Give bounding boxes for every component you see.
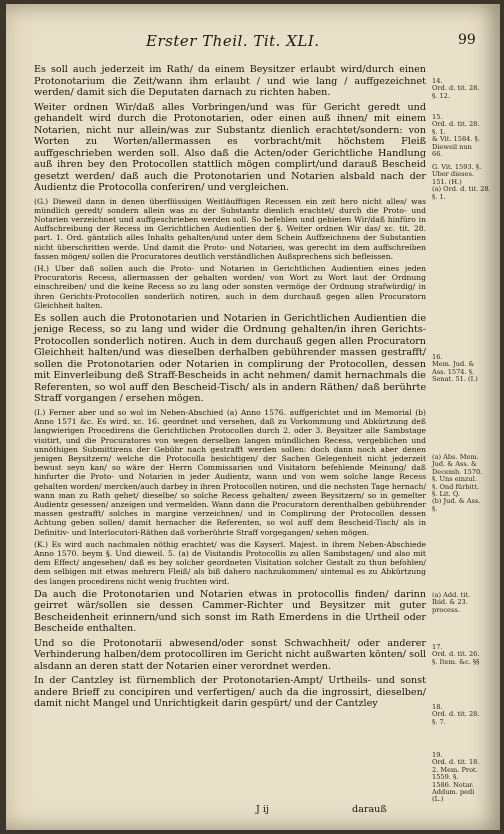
note-paragraph-k: (K.) Es wird auch nachmalen nöthig erachtet/ was die Kayserl. Majest. in ihrem Neben-Abschiede Anno 1570. beym §. Und dieweil. 5. (a) de Visitandis Protocollis zu allen Sambstagen/ und also mit dem Effect/ angesehen/ daß es bey solcher geordneten Visitation solcher Gestalt zu thun befohlen/ dem selbigen mit etwas mehrern Fleiß/ als biß dahero nachzukommen/ sintemal es zu Abkürtzung des langen procedirens nicht wenig fruchten wird.	[34, 539, 426, 586]
paragraph-2: Weiter ordnen Wir/daß alles Vorbringen/und was für Gericht geredt und gehandelt wird durch die Protonotarien, oder einen auß ihnen/ mit einem Notarien, nicht nur allein/was zur Substantz dienlich erachtet/sondern: von Worten zu Worten/allermassen es vorbracht/mit höchstem Fleiß auffgeschrieben werden soll. Also daß die Acten/oder Gerichtliche Handlung auß ihren bey den Protocollen stattlich mögen complirt/und darauß Bescheid gesetzt werden/ daß auch die Protonotarien und Notarien alsbald nach der Audientz die Protocolla conferiren/ und vergleichen.	[34, 101, 426, 193]
margin-note: 19. Ord. d. tit. 18. 2. Mem. Prot. 1559. §. 1586. Notar. Addum. pedi (L.)	[432, 751, 480, 804]
note-paragraph-g: (G.) Dieweil dann in denen überflüssigen Weitläufftigen Recessen ein zeit hero nicht alles/ was mündlich geredt/ sondern allein was zu der Substantz dienlich erachtet/ durch die Proto- und Notarien verzeichnet und auffgeschrieben werden soll. So befehlen und gebieten Wir/daß hinfüro in Auffschreibung der Recess im Gerichtlichen Audientien der §. Weiter ordnen Wir das/ xc. tit. 28. part. 1. Ord. gäntzlich alles Inhalts gehalten/und unter dem Schein Auffzeichnens der Substantien nicht überschritten werde. Und damit die Proto- und Notarien, was gerecht im dem auffschreiben fassen mögen/ sollen die Procuratores deutlich verständlichen Außsprechens sich befleissen.	[34, 196, 426, 261]
main-text-column	[34, 64, 426, 824]
page-header	[6, 32, 500, 52]
note-paragraph-h: (H.) Uber daß sollen auch die Proto- und Notarien in Gerichtlichen Audientien eines jeden Procuratoris Recess, allermassen der gehalten worden/ von Wort zu Wort laut der Ordnung einschreiben/ und die keine Recess so zu lang oder sonsten vermöge der Ordnung strafwürdig/ in ihren Gerichts-Protocollen sonderlich notiren, auch in dem durchauß gegen allen Procuratorn Gleichheit halten.	[34, 263, 426, 310]
paragraph-3: Es sollen auch die Protonotarien und Notarien in Gerichtlichen Audientien die jenige Recess, so zu lang und wider die Ordnung gehalten/in ihren Gerichts-Protocollen sonderlich notiren. Auch in dem durchauß gegen allen Procuratorn Gleichheit halten/und was dieselben derhalben gebührender massen gestrafft/ sollen die Protonotarien oder Notarien in complirung der Protocollen, dessen mit Einverleibung deß Straff-Bescheids in acht nehmen/ damit hernachmals die Referenten, so wol auff den Bescheid-Tisch/ als in andern Räthen/ daß berührte Straff vorgangen / ersehen mögen.	[34, 312, 426, 405]
catchword: darauß	[352, 804, 387, 815]
book-page	[6, 4, 500, 830]
running-head: Erster Theil. Tit. XLI.	[146, 32, 320, 50]
margin-note: 14. Ord. d. tit. 28. §. 12.	[432, 77, 480, 100]
signature-mark: J ij	[256, 804, 269, 815]
paragraph-1: Es soll auch jederzeit im Rath/ da einem Beysitzer erlaubt wird/durch einen Protonotarium die Zeit/wann ihm erlaubt / und wie lang / auffgezeichnet werden/ damit sich die Deputaten darnach zu richten haben.	[34, 64, 426, 98]
margin-note: 15. Ord. d. tit. 28. §. 1. & Vit. 1584. §. Dieweil nun 66.	[432, 113, 480, 159]
paragraph-5: Und so die Protonotarii abwesend/oder sonst Schwachheit/ oder anderer Verhinderung halben/dem protocolliren im Gericht nicht außwarten könten/ soll alsdann an deren statt der Notarien einer verordnet werden.	[34, 637, 426, 672]
page-number: 99	[458, 32, 476, 48]
margin-note: (a) Abs. Mem. Jud. & Ass. & Decemb. 1570. §. Uns einzul. §. Ond fürbitt. §. Lit. Q. (b) Jud. & Ass. §.	[432, 453, 483, 513]
paragraph-4: Da auch die Protonotarien und Notarien etwas in protocollis finden/ darinn geirret wär/sollen sie dessen Cammer-Richter und Beysitzer mit guter Bescheidenheit erinnern/und sich sonst im Rath Emerdens in die Urtheil oder Bescheide enthalten.	[34, 588, 426, 635]
note-paragraph-i: (I.) Ferner aber und so wol im Neben-Abschied (a) Anno 1576. auffgerichtet und im Memorial (b) Anno 1571 &c. Es wird. xc. 16. geordnet und versehen, daß zu Vorkommung und Abkürtzung deß langwierigen Procedirens die Gerichtlichen Protocollen durch 2. oder 3. Beysitzer alle Sambstage visitirt, und die Procuratores von wegen derselben langen mündlichen Recess, vergeblichen und unnöthigen Submittirens der Gebühr nach gestrafft werden sollen: doch dann noch aber denen jenigen Beysitzern/ welche die Protocolla besichtigen/ der Sachen Gelegenheit nicht jederzeit bewust seyn kan/ so wäre der Herrn Commissarien und Visitatorn befehlende Meinung/ daß hinfurter die Proto- und Notarien in jeder Audientz, wann und von wem solche lange Recess gehalten worden/ mercken/auch darbey in ihren Protocollen notiren, und die nechsten Tage hernach/ wann man zu Rath gehet/ dieselbe/ so solche Recess gehalten/ zween Beysitzern/ so in gemelter Audientz gesessen/ anzeigen und vermelden. Wann dann die Procuratorn derenthalben gebührender massen gestrafft/ solches in margine verzeichnen/ und in Complirung der Protocollen dessen Achtung geben sollen/ damit hernacher die Referenten, so wol auff dem Bescheid-Tisch/ als in Definitiv- und Interlocutori-Räthen daß vorberührte Straff vorgegangen/ sehen mögen.	[34, 407, 426, 537]
margin-note: G. Vit. 1593. §. Uber dieses. 151. (H.) (a) Ord. d. tit. 28. §. 1.	[432, 163, 491, 201]
paragraph-6: In der Cantzley ist fürnemblich der Protonotarien-Ampt/ Urtheils- und sonst andere Brieff zu concipiren und verfertigen/ auch da die ingrossirt, dieselben/ damit nicht Mangel und Unrichtigkeit darin gespürt/ und der Cantzley	[34, 675, 426, 710]
margin-note: (a) Add. tit. Ibid. & 23. process.	[432, 591, 471, 614]
margin-note: 17. Ord. d. tit. 26. §. Item. &c. §§	[432, 643, 480, 666]
margin-note: 16. Mem. Jud. & Ass. 1574. §. Senat. 51. (I.)	[432, 353, 478, 384]
margin-notes-column	[432, 64, 496, 824]
margin-note: 18. Ord. d. tit. 28. §. 7.	[432, 703, 480, 726]
